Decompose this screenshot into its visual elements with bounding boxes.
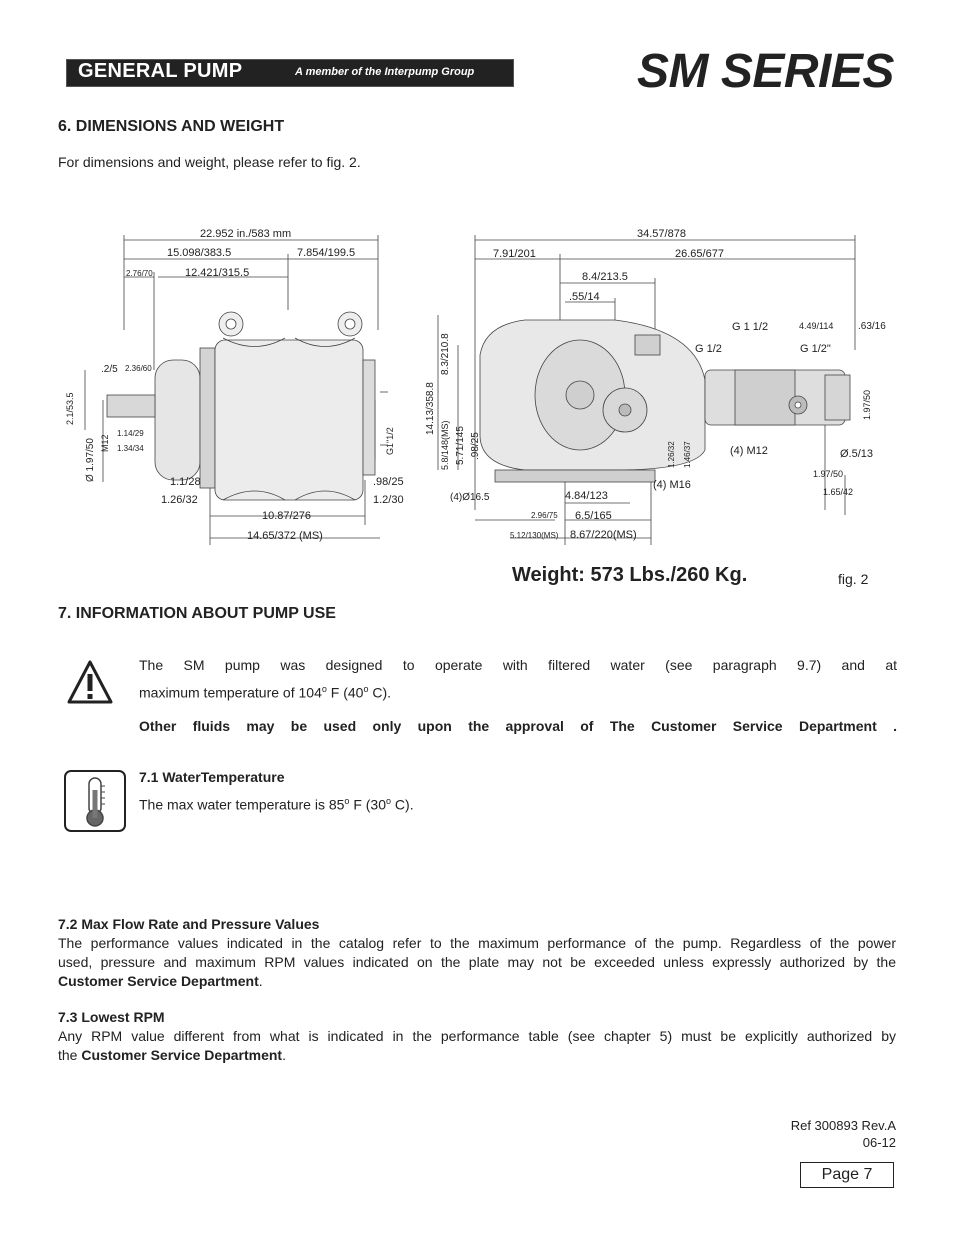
dim-label: 2.36/60 bbox=[125, 364, 152, 373]
dim-label: 14.13/358.8 bbox=[425, 382, 436, 435]
thermometer-icon bbox=[64, 770, 126, 832]
dim-label: 6.5/165 bbox=[575, 510, 612, 522]
section6-text: For dimensions and weight, please refer to fig. 2. bbox=[58, 154, 361, 170]
dim-label: 1.2/30 bbox=[373, 494, 404, 506]
section6-title: 6. DIMENSIONS AND WEIGHT bbox=[58, 118, 285, 135]
dimension-drawing bbox=[55, 220, 905, 560]
dim-label: 1.26/32 bbox=[161, 494, 198, 506]
dim-label: (4) M16 bbox=[653, 479, 691, 491]
dim-label: 14.65/372 (MS) bbox=[247, 530, 323, 542]
section72-line1: The performance values indicated in the catalog refer to the maximum performance of the pump. Regardless of the power bbox=[58, 935, 896, 951]
section73-line1: Any RPM value different from what is indicated in the performance table (see chapter 5) must be explicitly authorized by bbox=[58, 1028, 896, 1044]
section7-paragraph-line2: maximum temperature of 104$^o$ F (40$^o$ C). bbox=[139, 684, 392, 701]
dim-label: 7.91/201 bbox=[493, 248, 536, 260]
dim-label: 5.12/130(MS) bbox=[510, 531, 559, 540]
section7-warning-note: Other fluids may be used only upon the approval of The Customer Service Department . bbox=[139, 718, 897, 734]
dim-label: G 1/2 bbox=[695, 343, 722, 355]
page-number: Page 7 bbox=[800, 1162, 894, 1188]
weight-value: Weight: 573 Lbs./260 Kg. bbox=[512, 564, 748, 586]
dim-label: 4.84/123 bbox=[565, 490, 608, 502]
section71-text: The max water temperature is 85$^o$ F (30$^o$ C). bbox=[139, 796, 414, 813]
dim-label: .2/5 bbox=[101, 364, 118, 375]
section72-title: 7.2 Max Flow Rate and Pressure Values bbox=[58, 916, 320, 932]
dim-label: 1.34/34 bbox=[117, 444, 144, 453]
footer-ref bbox=[700, 1117, 896, 1151]
dim-label: 1.97/50 bbox=[813, 469, 844, 479]
dim-label: 8.67/220(MS) bbox=[570, 529, 637, 541]
dim-label: 2.96/75 bbox=[531, 511, 558, 520]
dim-label: 26.65/677 bbox=[675, 248, 724, 260]
dim-label: G 1 1/2 bbox=[732, 321, 769, 333]
dim-label: .98/25 bbox=[470, 432, 481, 460]
dim-label: .55/14 bbox=[569, 291, 600, 303]
dim-label: 5.8/148(MS) bbox=[440, 420, 450, 470]
dim-label: (4) M12 bbox=[730, 445, 768, 457]
dim-label: .63/16 bbox=[858, 321, 886, 332]
dim-label: 1.65/42 bbox=[823, 487, 854, 497]
reference-number: Ref 300893 Rev.A bbox=[790, 1118, 896, 1133]
dim-label: Ø.5/13 bbox=[840, 448, 874, 460]
dim-label: 8.3/210.8 bbox=[440, 333, 451, 375]
dim-label: 1.97/50 bbox=[862, 389, 872, 420]
revision-date: 06-12 bbox=[862, 1135, 896, 1150]
section72-line2: used, pressure and maximum RPM values indicated on the plate may not be exceeded unless expressly authorized by the bbox=[58, 954, 896, 970]
dim-label: 15.098/383.5 bbox=[167, 247, 232, 259]
dim-label: 1.14/29 bbox=[117, 429, 144, 438]
warning-icon bbox=[66, 658, 114, 706]
dim-label: G 1/2" bbox=[800, 343, 831, 355]
dim-label: 1.46/37 bbox=[683, 441, 692, 468]
section7-title: 7. INFORMATION ABOUT PUMP USE bbox=[58, 605, 336, 622]
dim-label: 1.26/32 bbox=[667, 441, 676, 468]
dim-label: 12.421/315.5 bbox=[185, 267, 250, 279]
brand-tagline: A member of the Interpump Group bbox=[295, 66, 475, 78]
dim-label: 8.4/213.5 bbox=[582, 271, 628, 283]
figure-caption: fig. 2 bbox=[838, 571, 869, 587]
dim-label: 1.1/28 bbox=[170, 476, 201, 488]
series-title: SM SERIES bbox=[637, 45, 894, 98]
dim-label: 22.952 in./583 mm bbox=[200, 228, 292, 240]
dim-label: .98/25 bbox=[373, 476, 404, 488]
dim-label: Ø 1.97/50 bbox=[85, 438, 96, 482]
dim-label: 10.87/276 bbox=[262, 510, 311, 522]
dim-label: 34.57/878 bbox=[637, 228, 686, 240]
dim-label: 5.71/145 bbox=[455, 426, 466, 465]
dim-label: 4.49/114 bbox=[799, 321, 834, 331]
dim-label: (4)Ø16.5 bbox=[450, 492, 490, 503]
dim-label: 7.854/199.5 bbox=[297, 247, 356, 259]
section7-paragraph-line1: The SM pump was designed to operate with filtered water (see paragraph 9.7) and at bbox=[139, 657, 897, 673]
dim-label: G1"1/2 bbox=[385, 427, 395, 455]
brand-name: GENERAL PUMP bbox=[78, 60, 243, 82]
dim-label: M12 bbox=[100, 434, 110, 452]
dim-label: 2.1/53.5 bbox=[65, 392, 75, 425]
section71-title: 7.1 WaterTemperature bbox=[139, 769, 285, 785]
dim-label: 2.76/70 bbox=[126, 269, 153, 278]
section72-line3: Customer Service Department. bbox=[58, 973, 263, 989]
section73-title: 7.3 Lowest RPM bbox=[58, 1009, 165, 1025]
section73-line2: the Customer Service Department. bbox=[58, 1047, 286, 1063]
